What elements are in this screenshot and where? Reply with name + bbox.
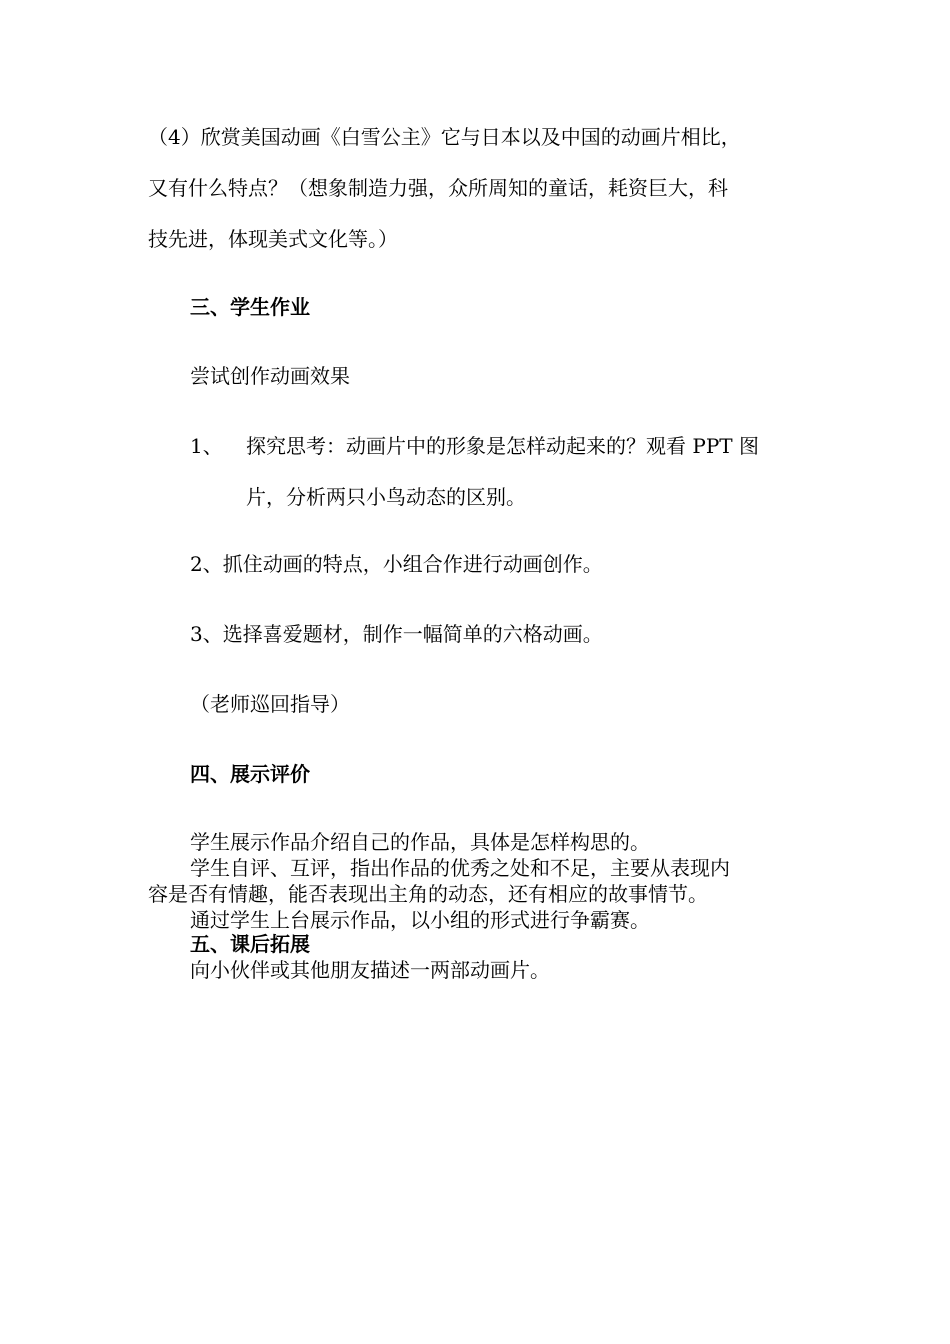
intro-item-4-line-2: 又有什么特点？（想象制造力强，众所周知的童话，耗资巨大，科: [148, 176, 728, 200]
list-item-3: 3、选择喜爱题材，制作一幅简单的六格动画。: [190, 622, 603, 646]
section-4-paragraph-3: 通过学生上台展示作品，以小组的形式进行争霸赛。: [190, 908, 650, 932]
section-5-paragraph-1: 向小伙伴或其他朋友描述一两部动画片。: [190, 958, 550, 982]
list-item-1-line-2: 片，分析两只小鸟动态的区别。: [246, 485, 526, 509]
section-3-subtitle: 尝试创作动画效果: [190, 364, 350, 388]
section-5-heading: 五、课后拓展: [190, 932, 310, 956]
teacher-note: （老师巡回指导）: [190, 692, 350, 716]
section-3-heading: 三、学生作业: [190, 295, 310, 319]
intro-item-4-line-1: （4）欣赏美国动画《白雪公主》它与日本以及中国的动画片相比，: [148, 125, 741, 149]
list-item-2: 2、抓住动画的特点，小组合作进行动画创作。: [190, 552, 603, 576]
list-item-1-line-1: 探究思考：动画片中的形象是怎样动起来的？观看 PPT 图: [246, 434, 759, 458]
section-4-paragraph-2-line-1: 学生自评、互评，指出作品的优秀之处和不足，主要从表现内: [190, 856, 730, 880]
section-4-heading: 四、展示评价: [190, 762, 310, 786]
list-item-1-number: 1、: [190, 434, 223, 458]
section-4-paragraph-1: 学生展示作品介绍自己的作品，具体是怎样构思的。: [190, 830, 650, 854]
intro-item-4-line-3: 技先进，体现美式文化等。）: [148, 227, 398, 251]
section-4-paragraph-2-line-2: 容是否有情趣，能否表现出主角的动态，还有相应的故事情节。: [148, 882, 708, 906]
